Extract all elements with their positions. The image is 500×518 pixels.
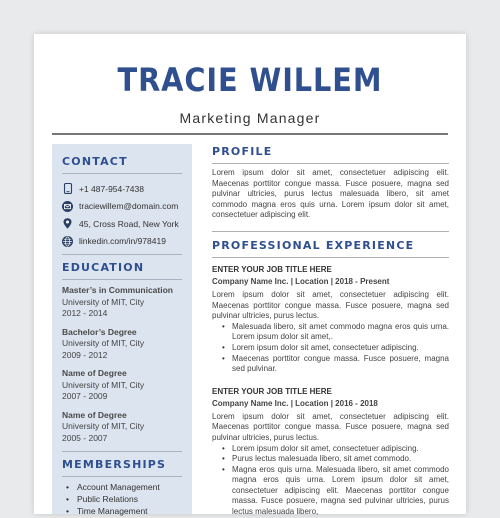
job-bullet: • Purus lectus malesuada libero, sit amet commodo. — [232, 454, 449, 465]
profile-bottom-rule — [212, 231, 449, 232]
job-bullet: • Maecenas porttitor congue massa. Fusce posuere, magna sed pulvinar. — [232, 354, 449, 375]
education-item — [62, 327, 182, 362]
education-degree: Name of Degree — [62, 409, 127, 420]
membership-item: • Public Relations — [66, 493, 182, 505]
main-column — [212, 144, 449, 518]
resume-name: TRACIE WILLEM — [117, 61, 383, 99]
education-rule — [62, 279, 182, 280]
contact-heading: CONTACT — [62, 155, 128, 168]
education-degree: Bachelor’s Degree — [62, 326, 137, 337]
contact-address — [62, 215, 182, 233]
job-title: ENTER YOUR JOB TITLE HERE — [212, 264, 332, 274]
header-divider — [52, 133, 448, 135]
experience-rule — [212, 257, 449, 258]
contact-phone — [62, 180, 182, 198]
globe-icon — [62, 236, 73, 247]
phone-icon — [62, 183, 73, 194]
job-bullets — [212, 444, 449, 518]
job-bullet: • Malesuada libero, sit amet commodo magna eros quis urna. Lorem ipsum dolor sit amet,. — [232, 322, 449, 343]
education-years: 2012 - 2014 — [62, 308, 108, 318]
education-school: University of MIT, City — [62, 338, 145, 348]
education-degree: Name of Degree — [62, 368, 127, 378]
job-bullet: • Lorem ipsum dolor sit amet, consectetuer adipiscing. — [232, 343, 449, 354]
job-description: Lorem ipsum dolor sit amet, consectetuer adipiscing elit. Maecenas porttitor congue massa. Fusce posuere, magna sed pulvinar ultricies, purus lectus. — [212, 289, 449, 321]
job-bullet: • Lorem ipsum dolor sit amet, consectetuer adipiscing. — [232, 444, 449, 455]
contact-email-text: traciewillem@domain.com — [79, 201, 179, 212]
profile-heading: PROFILE — [212, 145, 273, 158]
education-school: University of MIT, City — [62, 421, 145, 431]
location-pin-icon — [62, 218, 73, 229]
profile-text: Lorem ipsum dolor sit amet, consectetuer adipiscing elit. Maecenas porttitor congue massa. Fusce posuere, magna sed pulvinar ultricies, purus lectus malesuada libero, sit amet commodo magna eros quis urna. Lorem ipsum dolor sit amet, consectetuer adipiscing elit. — [212, 168, 449, 220]
education-heading: EDUCATION — [62, 261, 145, 274]
education-years: 2007 - 2009 — [62, 391, 108, 401]
job-bullets — [212, 322, 449, 375]
resume-page — [34, 34, 466, 517]
education-years: 2009 - 2012 — [62, 349, 108, 360]
contact-website-text: linkedin.com/in/978419 — [79, 236, 166, 247]
contact-rule — [62, 173, 182, 174]
email-icon — [62, 201, 73, 212]
education-bottom-rule — [62, 451, 182, 452]
memberships-rule — [62, 476, 182, 477]
education-school: University of MIT, City — [62, 379, 145, 390]
contact-website — [62, 233, 182, 251]
job-meta: Company Name Inc. | Location | 2016 - 2018 — [212, 398, 378, 408]
education-item — [62, 368, 182, 403]
job-bullet: • Magna eros quis urna. Malesuada libero, sit amet commodo magna eros quis urna. Lorem ipsum dolor sit amet, consectetuer adipiscing elit. Maecenas porttitor congue massa. Fusce posuere, magna sed pulvinar ultricies, purus lectus malesuada libero, — [232, 465, 449, 518]
contact-phone-text: +1 487-954-7438 — [79, 183, 144, 194]
contact-email — [62, 198, 182, 216]
education-degree: Master’s in Communication — [62, 285, 173, 295]
membership-item: • Account Management — [66, 481, 182, 493]
education-item — [62, 410, 182, 445]
education-item — [62, 285, 182, 320]
experience-heading: PROFESSIONAL EXPERIENCE — [212, 238, 415, 252]
job-title: ENTER YOUR JOB TITLE HERE — [212, 386, 332, 396]
contact-bottom-rule — [62, 254, 182, 255]
job-entry — [212, 265, 449, 375]
education-school: University of MIT, City — [62, 296, 145, 307]
job-entry — [212, 387, 449, 518]
job-meta: Company Name Inc. | Location | 2018 - Present — [212, 276, 390, 286]
resume-role: Marketing Manager — [179, 110, 321, 126]
profile-rule — [212, 163, 449, 164]
contact-address-text: 45, Cross Road, New York — [79, 218, 179, 229]
memberships-list — [62, 481, 182, 517]
sidebar — [52, 144, 192, 514]
job-description: Lorem ipsum dolor sit amet, consectetuer adipiscing elit. Maecenas porttitor congue massa. Fusce posuere, magna sed pulvinar ultricies, purus lectus. — [212, 411, 449, 442]
membership-item: • Time Management — [66, 505, 182, 517]
education-years: 2005 - 2007 — [62, 432, 108, 443]
memberships-heading: MEMBERSHIPS — [62, 458, 167, 471]
